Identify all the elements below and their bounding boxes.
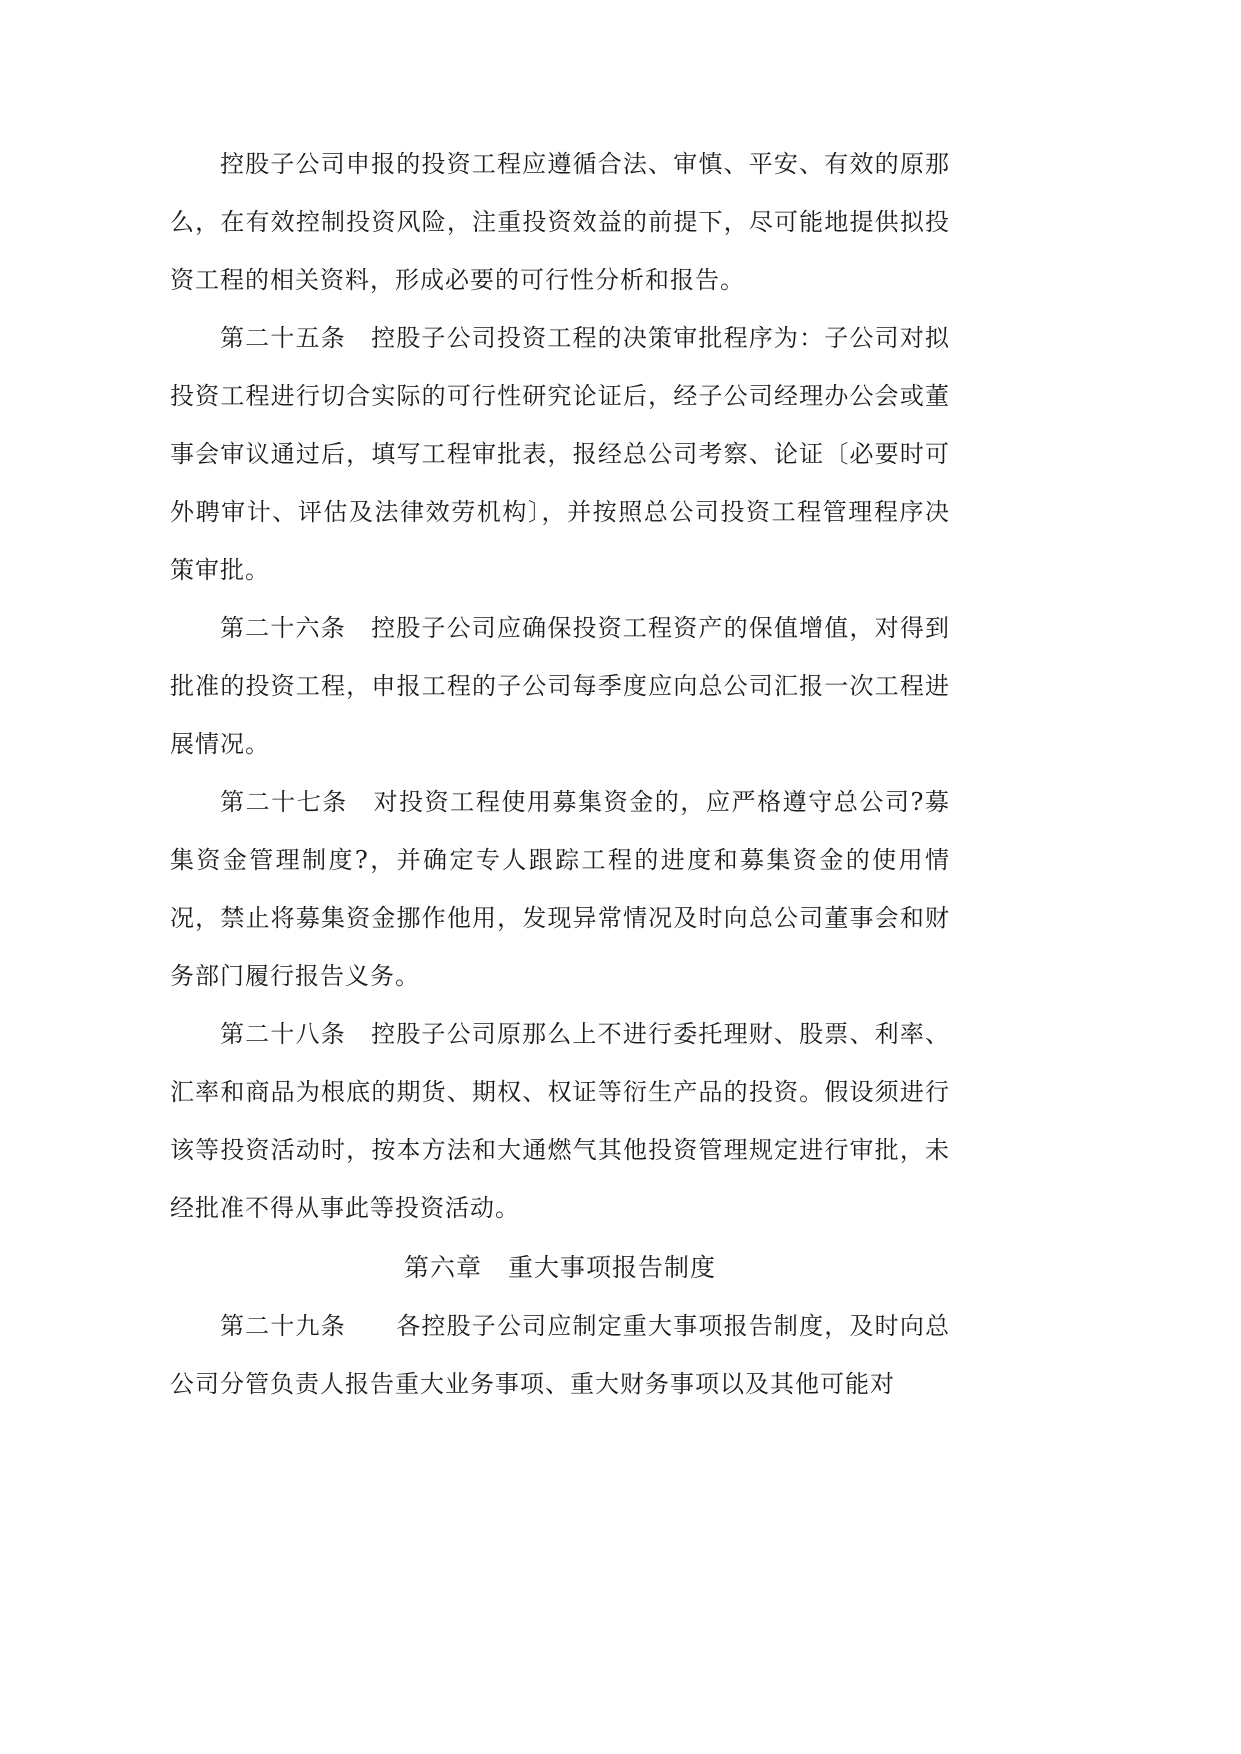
paragraph-article-25: 第二十五条 控股子公司投资工程的决策审批程序为：子公司对拟投资工程进行切合实际的可行性研究论证后，经子公司经理办公会或董事会审议通过后，填写工程审批表，报经总公司考察、论证〔必要时可外聘审计、评估及法律效劳机构〕，并按照总公司投资工程管理程序决策审批。 — [170, 324, 950, 584]
paragraph-article-26: 第二十六条 控股子公司应确保投资工程资产的保值增值，对得到批准的投资工程，申报工程的子公司每季度应向总公司汇报一次工程进展情况。 — [170, 614, 950, 758]
paragraph-article-27: 第二十七条 对投资工程使用募集资金的，应严格遵守总公司?募集资金管理制度?，并确定专人跟踪工程的进度和募集资金的使用情况，禁止将募集资金挪作他用，发现异常情况及时向总公司董事会和财务部门履行报告义务。 — [170, 788, 950, 990]
chapter-heading: 第六章 重大事项报告制度 — [403, 1253, 716, 1282]
paragraph-article-29: 第二十九条 各控股子公司应制定重大事项报告制度，及时向总公司分管负责人报告重大业务事项、重大财务事项以及其他可能对 — [170, 1312, 950, 1398]
paragraph-article-28: 第二十八条 控股子公司原那么上不进行委托理财、股票、利率、汇率和商品为根底的期货、期权、权证等衍生产品的投资。假设须进行该等投资活动时，按本方法和大通燃气其他投资管理规定进行审批，未经批准不得从事此等投资活动。 — [170, 1020, 950, 1222]
paragraph-investment-principles: 控股子公司申报的投资工程应遵循合法、审慎、平安、有效的原那么，在有效控制投资风险，注重投资效益的前提下，尽可能地提供拟投资工程的相关资料，形成必要的可行性分析和报告。 — [170, 150, 950, 294]
